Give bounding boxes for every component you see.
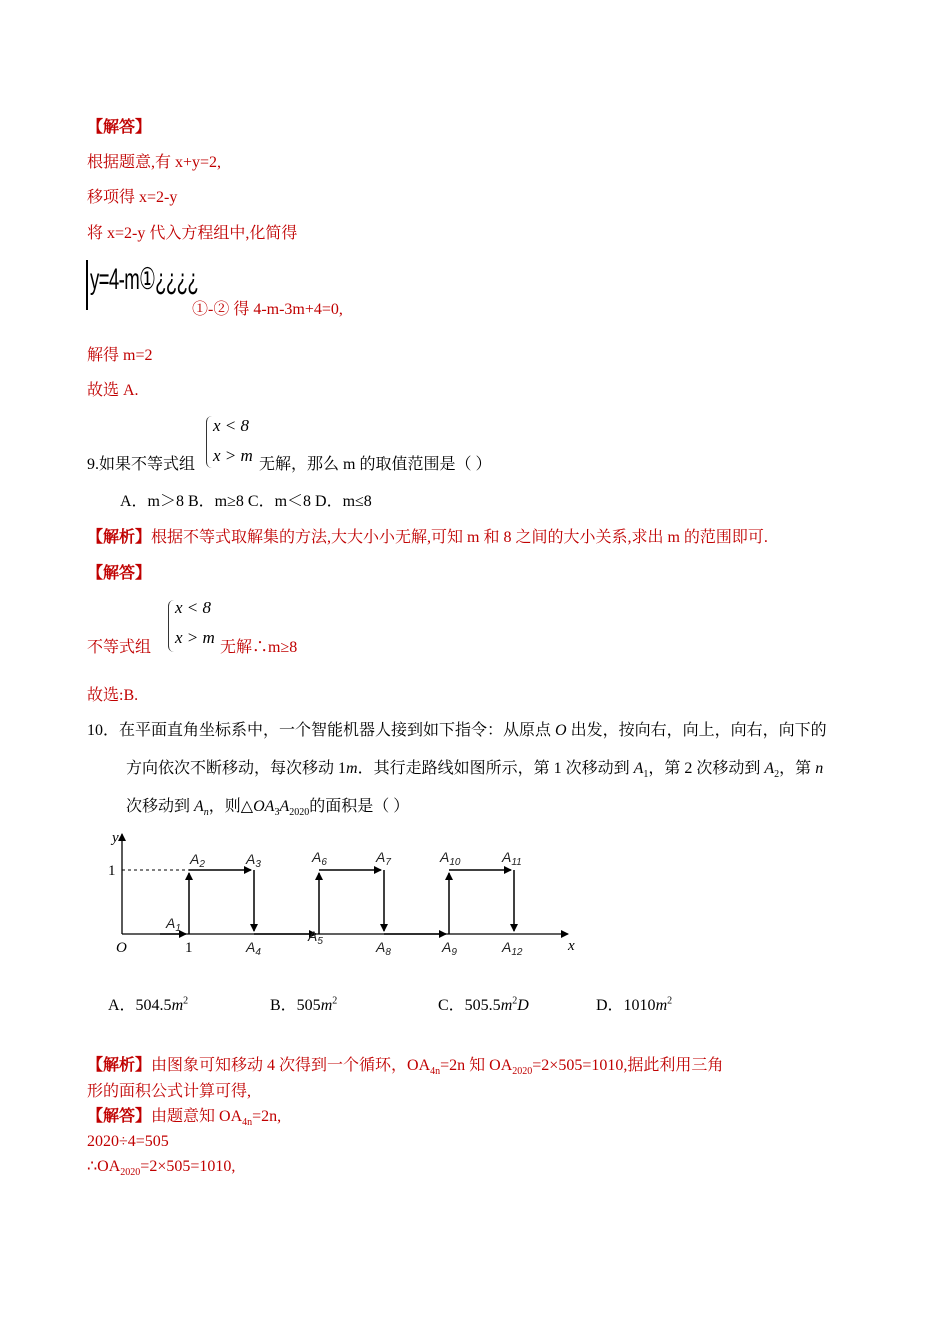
x-axis-label: x bbox=[568, 938, 575, 954]
q9-system-line1: x < 8 bbox=[213, 416, 250, 435]
q10-analysis-line2: 形的面积公式计算可得, bbox=[87, 1083, 252, 1100]
q10-answer-line3: $\therefore OA_{2020}=2\times 505=1010$, bbox=[87, 1158, 236, 1179]
q10-option-c: C．$505.5m^2D$ bbox=[438, 995, 529, 1014]
q8-choice: 故选 A. bbox=[87, 382, 139, 399]
q9-analysis: 根据不等式取解集的方法,大大小小无解,可知 m 和 8 之间的大小关系,求出 m 的范围即可. bbox=[151, 529, 768, 546]
q8-step3: 将 x=2-y 代入方程组中,化简得 bbox=[87, 225, 298, 242]
point-label-a2: $A_2$ bbox=[190, 851, 205, 870]
q10-option-b: B．$505m^2$ bbox=[270, 995, 338, 1014]
y-tick-1: 1 bbox=[108, 863, 116, 879]
point-label-a3: $A_3$ bbox=[246, 851, 261, 870]
q8-step5: 解得 m=2 bbox=[87, 347, 153, 364]
q9-system-line2: x > m bbox=[213, 446, 253, 465]
point-label-a4: $A_4$ bbox=[246, 939, 261, 958]
x-tick-1: 1 bbox=[185, 940, 193, 956]
equation-brace bbox=[86, 260, 88, 310]
q10-answer-line1: 【解答】由题意知 $OA_{4n}=2n$, bbox=[87, 1108, 282, 1129]
point-label-a7: $A_7$ bbox=[376, 849, 391, 868]
q10-answer-line2: 2020÷4=505 bbox=[87, 1133, 169, 1150]
answer-label-q9: 【解答】 bbox=[87, 565, 152, 582]
q9-choice: 故选:B. bbox=[87, 687, 139, 704]
q8-step1: 根据题意,有 x+y=2, bbox=[87, 154, 222, 171]
point-label-a9: $A_9$ bbox=[442, 939, 457, 958]
q10-option-a: A．$504.5m^2$ bbox=[108, 995, 189, 1014]
q9-answer-brace bbox=[168, 600, 175, 652]
y-axis-label: y bbox=[112, 830, 119, 846]
answer-label-q8: 【解答】 bbox=[87, 119, 152, 136]
q9-system-brace bbox=[206, 416, 213, 468]
point-label-a5: $A_5$ bbox=[308, 928, 323, 947]
robot-path-graph bbox=[100, 826, 590, 960]
q10-option-d: D．$1010m^2$ bbox=[596, 995, 673, 1014]
equation-image-text: y=4-m①¿¿¿¿ bbox=[90, 263, 199, 296]
point-label-a6: $A_6$ bbox=[312, 849, 327, 868]
point-label-a12: $A_{12}$ bbox=[502, 939, 523, 958]
origin-label: O bbox=[116, 940, 127, 956]
point-label-a10: $A_{10}$ bbox=[440, 849, 461, 868]
q10-line2: 方向依次不断移动，每次移动 1m．其行走路线如图所示，第 1 次移动到 $A_1$，第 2 次移动到 $A_2$，第 n bbox=[126, 760, 824, 781]
q10-line1: 10．在平面直角坐标系中，一个智能机器人接到如下指令：从原点 O 出发，按向右，向上，向右，向下的 bbox=[87, 722, 827, 739]
q9-prefix: 9.如果不等式组 bbox=[87, 456, 196, 473]
q8-step4: ①-② 得 4-m-3m+4=0, bbox=[192, 301, 343, 318]
q9-answer-suffix: 无解∴m≥8 bbox=[220, 639, 298, 656]
point-label-a8: $A_8$ bbox=[376, 939, 391, 958]
analysis-label-q9: 【解析】 bbox=[87, 529, 152, 546]
q9-suffix: 无解，那么 m 的取值范围是（ ） bbox=[259, 456, 492, 473]
q9-answer-system-line1: x < 8 bbox=[175, 598, 212, 617]
q9-answer-prefix: 不等式组 bbox=[87, 639, 152, 656]
q9-answer-system-line2: x > m bbox=[175, 628, 215, 647]
point-label-a11: $A_{11}$ bbox=[502, 849, 522, 868]
q9-options: A．m＞8 B．m≥8 C．m＜8 D．m≤8 bbox=[120, 493, 372, 510]
q8-step2: 移项得 x=2-y bbox=[87, 189, 178, 206]
q10-line3: 次移动到 $A_n$，则$\triangle OA_3A_{2020}$的面积是（ ） bbox=[126, 798, 410, 819]
q10-analysis-line1: 【解析】由图象可知移动 4 次得到一个循环，$OA_{4n}=2n$ 知 $OA_{2020}=2\times 505=1010$,据此利用三角 bbox=[87, 1057, 724, 1078]
point-label-a1: $A_1$ bbox=[166, 915, 181, 934]
